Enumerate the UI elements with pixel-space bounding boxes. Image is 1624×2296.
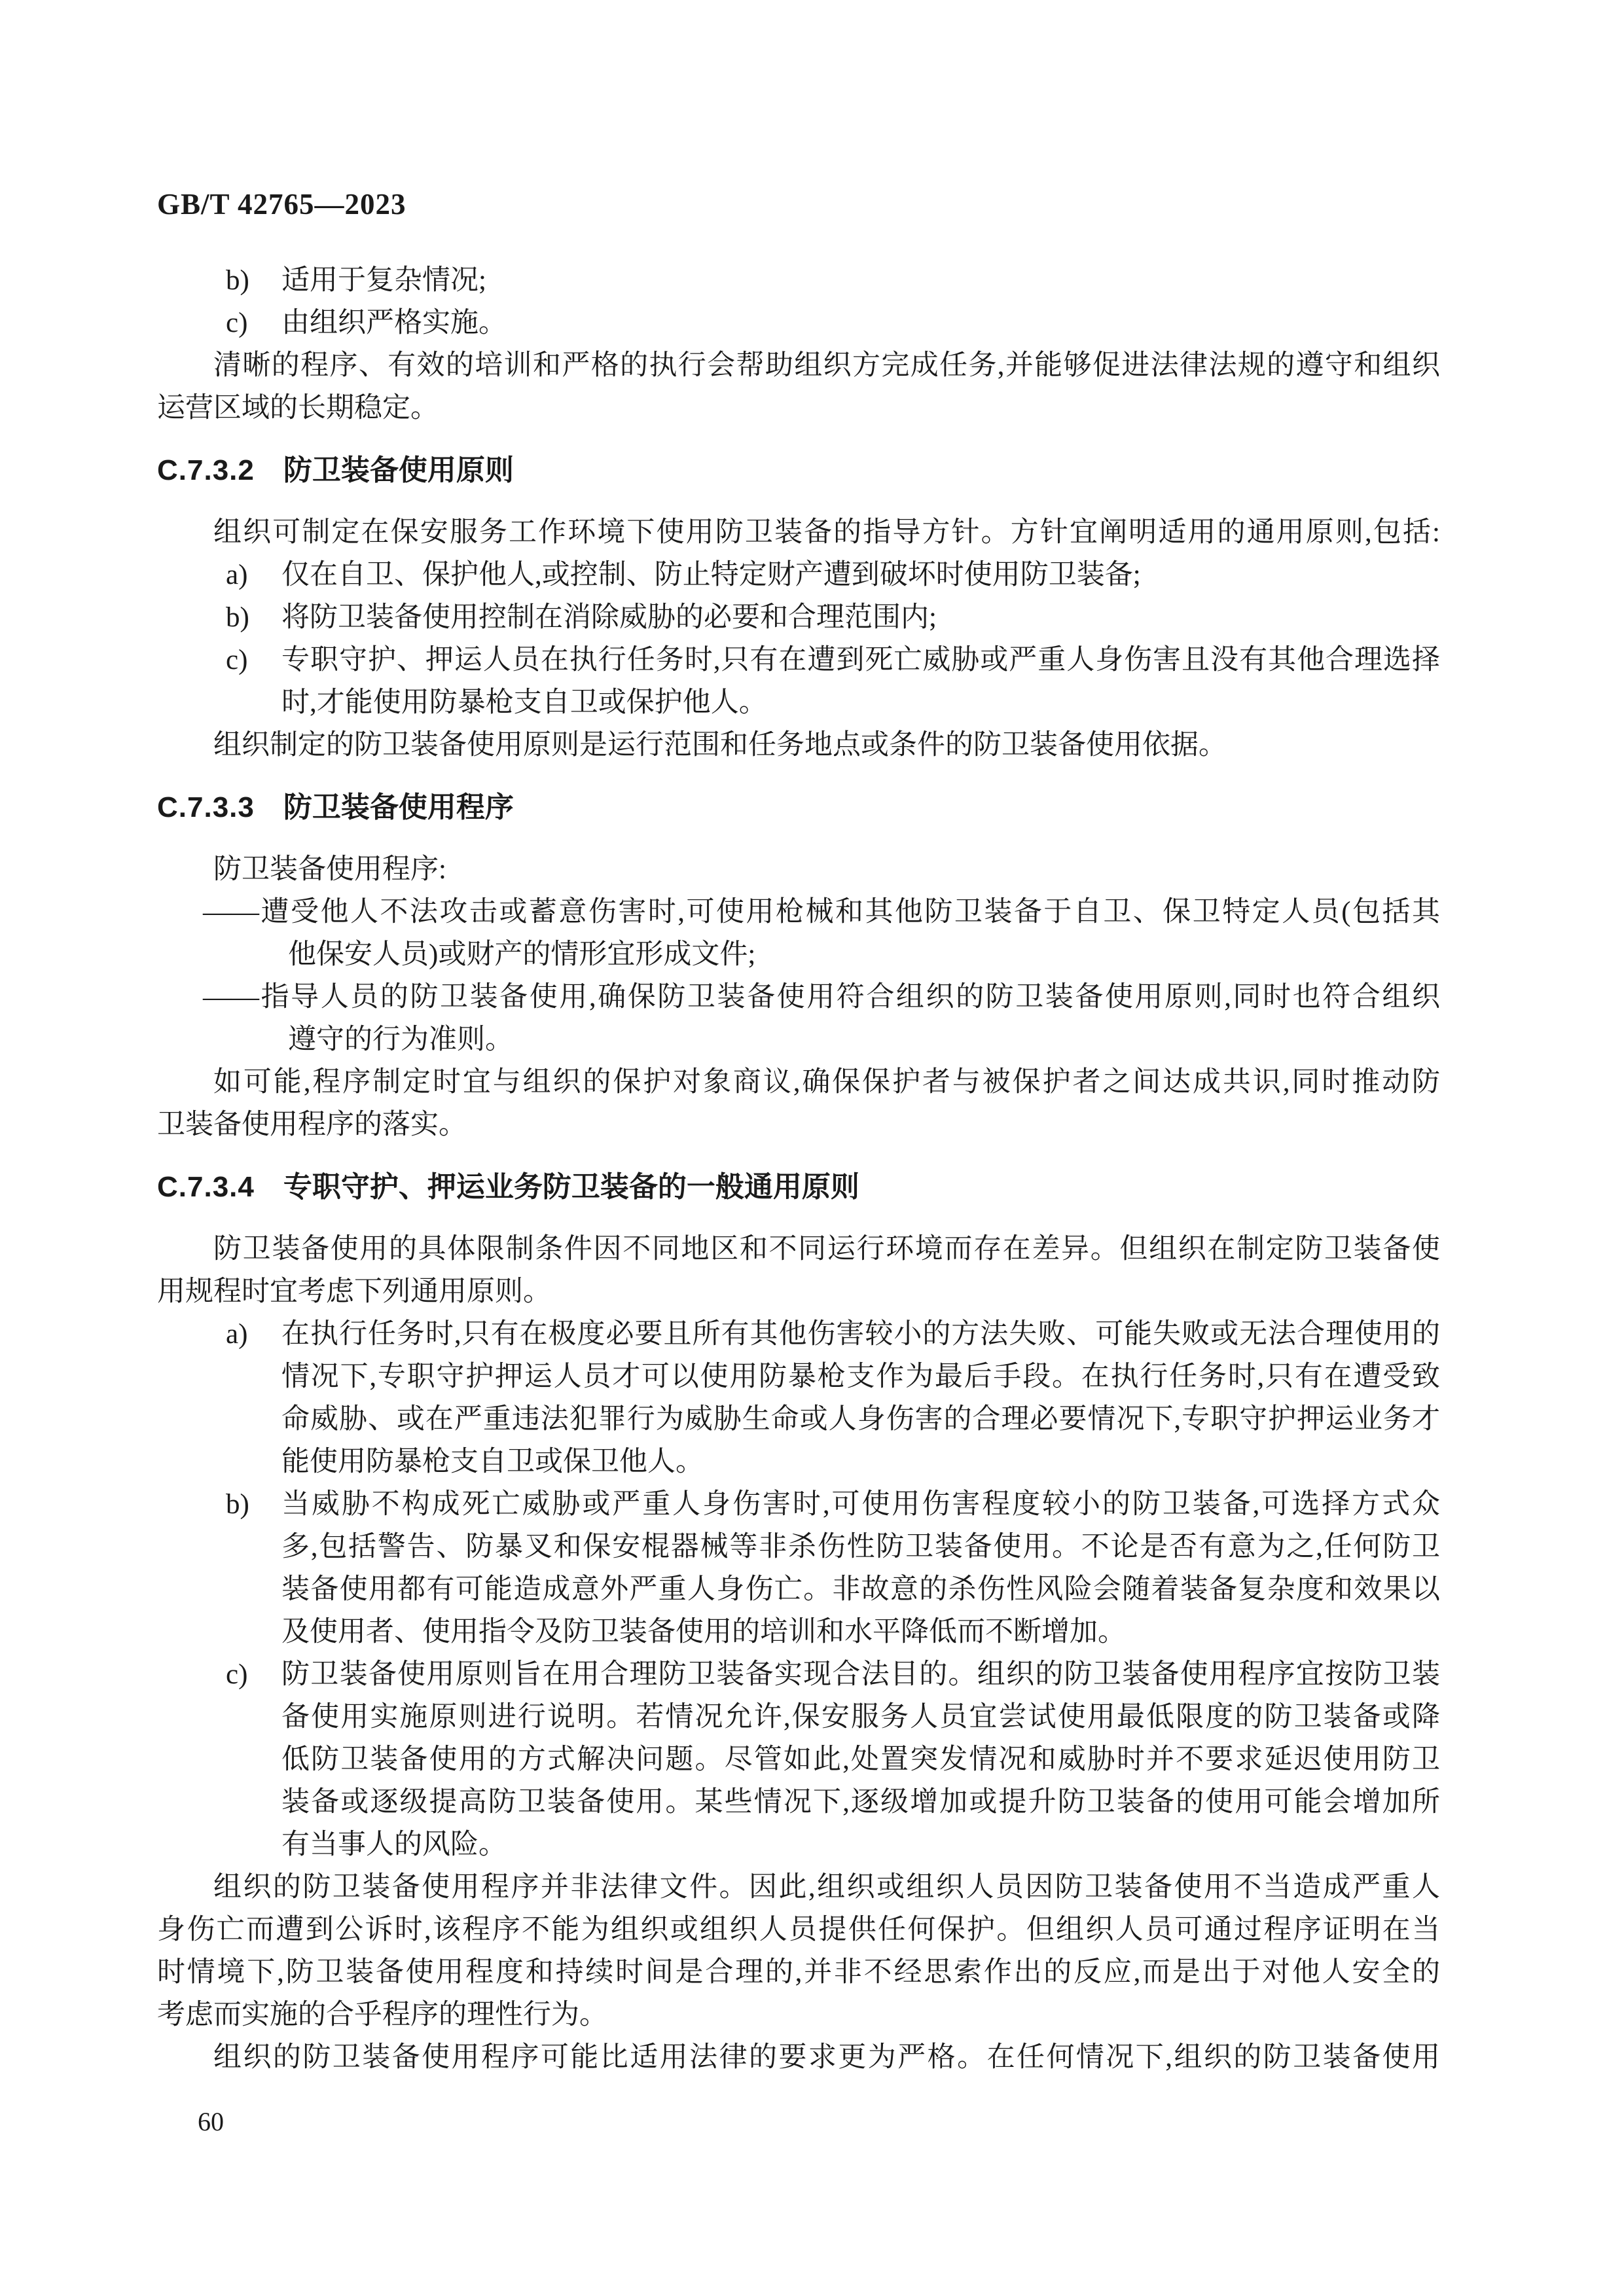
list-item-text: 低防卫装备使用的方式解决问题。尽管如此,处置突发情况和威胁时并不要求延迟使用防卫 [281, 1744, 1440, 1775]
paragraph [157, 1228, 1440, 1313]
dash-item-text: 指导人员的防卫装备使用,确保防卫装备使用符合组织的防卫装备使用原则,同时也符合组织 [259, 982, 1440, 1013]
list-item [157, 259, 1440, 302]
clause-heading [157, 1166, 1440, 1208]
paragraph-line: 组织可制定在保安服务工作环境下使用防卫装备的指导方针。方针宜阐明适用的通用原则,包括: [213, 517, 1440, 548]
list-item-label: b) [226, 602, 249, 633]
dash-marker: —— [203, 982, 259, 1013]
dash-list-item [157, 891, 1440, 976]
paragraph [157, 1061, 1440, 1146]
list-item-text: 适用于复杂情况; [281, 265, 486, 296]
list-item [157, 1653, 1440, 1866]
dash-list-item [157, 976, 1440, 1061]
paragraph-line: 用规程时宜考虑下列通用原则。 [157, 1276, 551, 1307]
dash-item-text: 遵守的行为准则。 [288, 1024, 513, 1055]
page-number: 60 [198, 2107, 224, 2136]
list-item-text: 当威胁不构成死亡威胁或严重人身伤害时,可使用伤害程度较小的防卫装备,可选择方式众 [281, 1489, 1440, 1520]
list-item-text: 装备或逐级提高防卫装备使用。某些情况下,逐级增加或提升防卫装备的使用可能会增加所 [281, 1787, 1440, 1818]
list-item [157, 554, 1440, 596]
clause-number: C.7.3.4 [157, 1171, 255, 1203]
list-item [157, 1483, 1440, 1653]
list-item-text: 防卫装备使用原则旨在用合理防卫装备实现合法目的。组织的防卫装备使用程序宜按防卫装 [281, 1659, 1440, 1690]
list-item-text: 时,才能使用防暴枪支自卫或保护他人。 [281, 687, 767, 718]
clause-title: 专职守护、押运业务防卫装备的一般通用原则 [283, 1171, 859, 1203]
paragraph [157, 848, 1440, 891]
dash-marker: —— [203, 897, 259, 927]
paragraph-line: 身伤亡而遭到公诉时,该程序不能为组织或组织人员提供任何保护。但组织人员可通过程序证明在当 [157, 1914, 1440, 1945]
paragraph [157, 511, 1440, 554]
clause-title: 防卫装备使用程序 [283, 791, 514, 823]
list-item [157, 639, 1440, 724]
paragraph-line: 组织制定的防卫装备使用原则是运行范围和任务地点或条件的防卫装备使用依据。 [213, 730, 1227, 761]
standard-number-header: GB/T 42765—2023 [157, 188, 406, 221]
paragraph-line: 如可能,程序制定时宜与组织的保护对象商议,确保保护者与被保护者之间达成共识,同时推动防 [213, 1067, 1440, 1098]
paragraph [157, 1866, 1440, 2036]
list-item-text: 有当事人的风险。 [281, 1829, 507, 1860]
clause-heading [157, 449, 1440, 492]
paragraph-line: 组织的防卫装备使用程序并非法律文件。因此,组织或组织人员因防卫装备使用不当造成严重人 [213, 1872, 1440, 1903]
clause-number: C.7.3.2 [157, 454, 255, 486]
list-item-label: c) [226, 645, 248, 675]
clause-number: C.7.3.3 [157, 791, 255, 823]
list-item-label: a) [226, 1319, 248, 1350]
clause-title: 防卫装备使用原则 [283, 454, 514, 486]
list-item-text: 备使用实施原则进行说明。若情况允许,保安服务人员宜尝试使用最低限度的防卫装备或降 [281, 1702, 1440, 1732]
paragraph-line: 运营区域的长期稳定。 [157, 393, 439, 423]
list-item-text: 由组织严格实施。 [281, 308, 507, 338]
list-item-label: a) [226, 560, 248, 590]
clause-heading [157, 786, 1440, 829]
list-item-text: 仅在自卫、保护他人,或控制、防止特定财产遭到破坏时使用防卫装备; [281, 560, 1141, 590]
paragraph-line: 防卫装备使用程序: [213, 854, 446, 885]
list-item-text: 及使用者、使用指令及防卫装备使用的培训和水平降低而不断增加。 [281, 1617, 1126, 1647]
list-item-text: 在执行任务时,只有在极度必要且所有其他伤害较小的方法失败、可能失败或无法合理使用的 [281, 1319, 1440, 1350]
paragraph [157, 2036, 1440, 2079]
list-item-text: 命威胁、或在严重违法犯罪行为威胁生命或人身伤害的合理必要情况下,专职守护押运业务才 [281, 1404, 1440, 1435]
paragraph-line: 考虑而实施的合乎程序的理性行为。 [157, 2000, 607, 2030]
paragraph-line: 防卫装备使用的具体限制条件因不同地区和不同运行环境而存在差异。但组织在制定防卫装备使 [213, 1234, 1440, 1265]
list-item-label: c) [226, 308, 248, 338]
page-body [157, 259, 1440, 2079]
dash-item-text: 他保安人员)或财产的情形宜形成文件; [288, 939, 756, 970]
list-item-text: 装备使用都有可能造成意外严重人身伤亡。非故意的杀伤性风险会随着装备复杂度和效果以 [281, 1574, 1440, 1605]
dash-item-text: 遭受他人不法攻击或蓄意伤害时,可使用枪械和其他防卫装备于自卫、保卫特定人员(包括其 [259, 897, 1440, 927]
paragraph [157, 344, 1440, 429]
list-item-label: c) [226, 1659, 248, 1690]
list-item-text: 情况下,专职守护押运人员才可以使用防暴枪支作为最后手段。在执行任务时,只有在遭受致 [281, 1361, 1440, 1392]
list-item-label: b) [226, 265, 249, 296]
paragraph-line: 时情境下,防卫装备使用程度和持续时间是合理的,并非不经思索作出的反应,而是出于对他人安全的 [157, 1957, 1440, 1988]
paragraph-line: 组织的防卫装备使用程序可能比适用法律的要求更为严格。在任何情况下,组织的防卫装备使用 [213, 2042, 1440, 2073]
list-item [157, 302, 1440, 344]
paragraph-line: 卫装备使用程序的落实。 [157, 1109, 467, 1140]
list-item-text: 专职守护、押运人员在执行任务时,只有在遭到死亡威胁或严重人身伤害且没有其他合理选择 [281, 645, 1440, 675]
list-item [157, 1313, 1440, 1483]
list-item-text: 多,包括警告、防暴叉和保安棍器械等非杀伤性防卫装备使用。不论是否有意为之,任何防卫 [281, 1532, 1440, 1562]
list-item [157, 596, 1440, 639]
list-item-text: 能使用防暴枪支自卫或保卫他人。 [281, 1446, 704, 1477]
paragraph [157, 724, 1440, 766]
list-item-label: b) [226, 1489, 249, 1520]
list-item-text: 将防卫装备使用控制在消除威胁的必要和合理范围内; [281, 602, 937, 633]
paragraph-line: 清晰的程序、有效的培训和严格的执行会帮助组织方完成任务,并能够促进法律法规的遵守和组织 [213, 350, 1440, 381]
